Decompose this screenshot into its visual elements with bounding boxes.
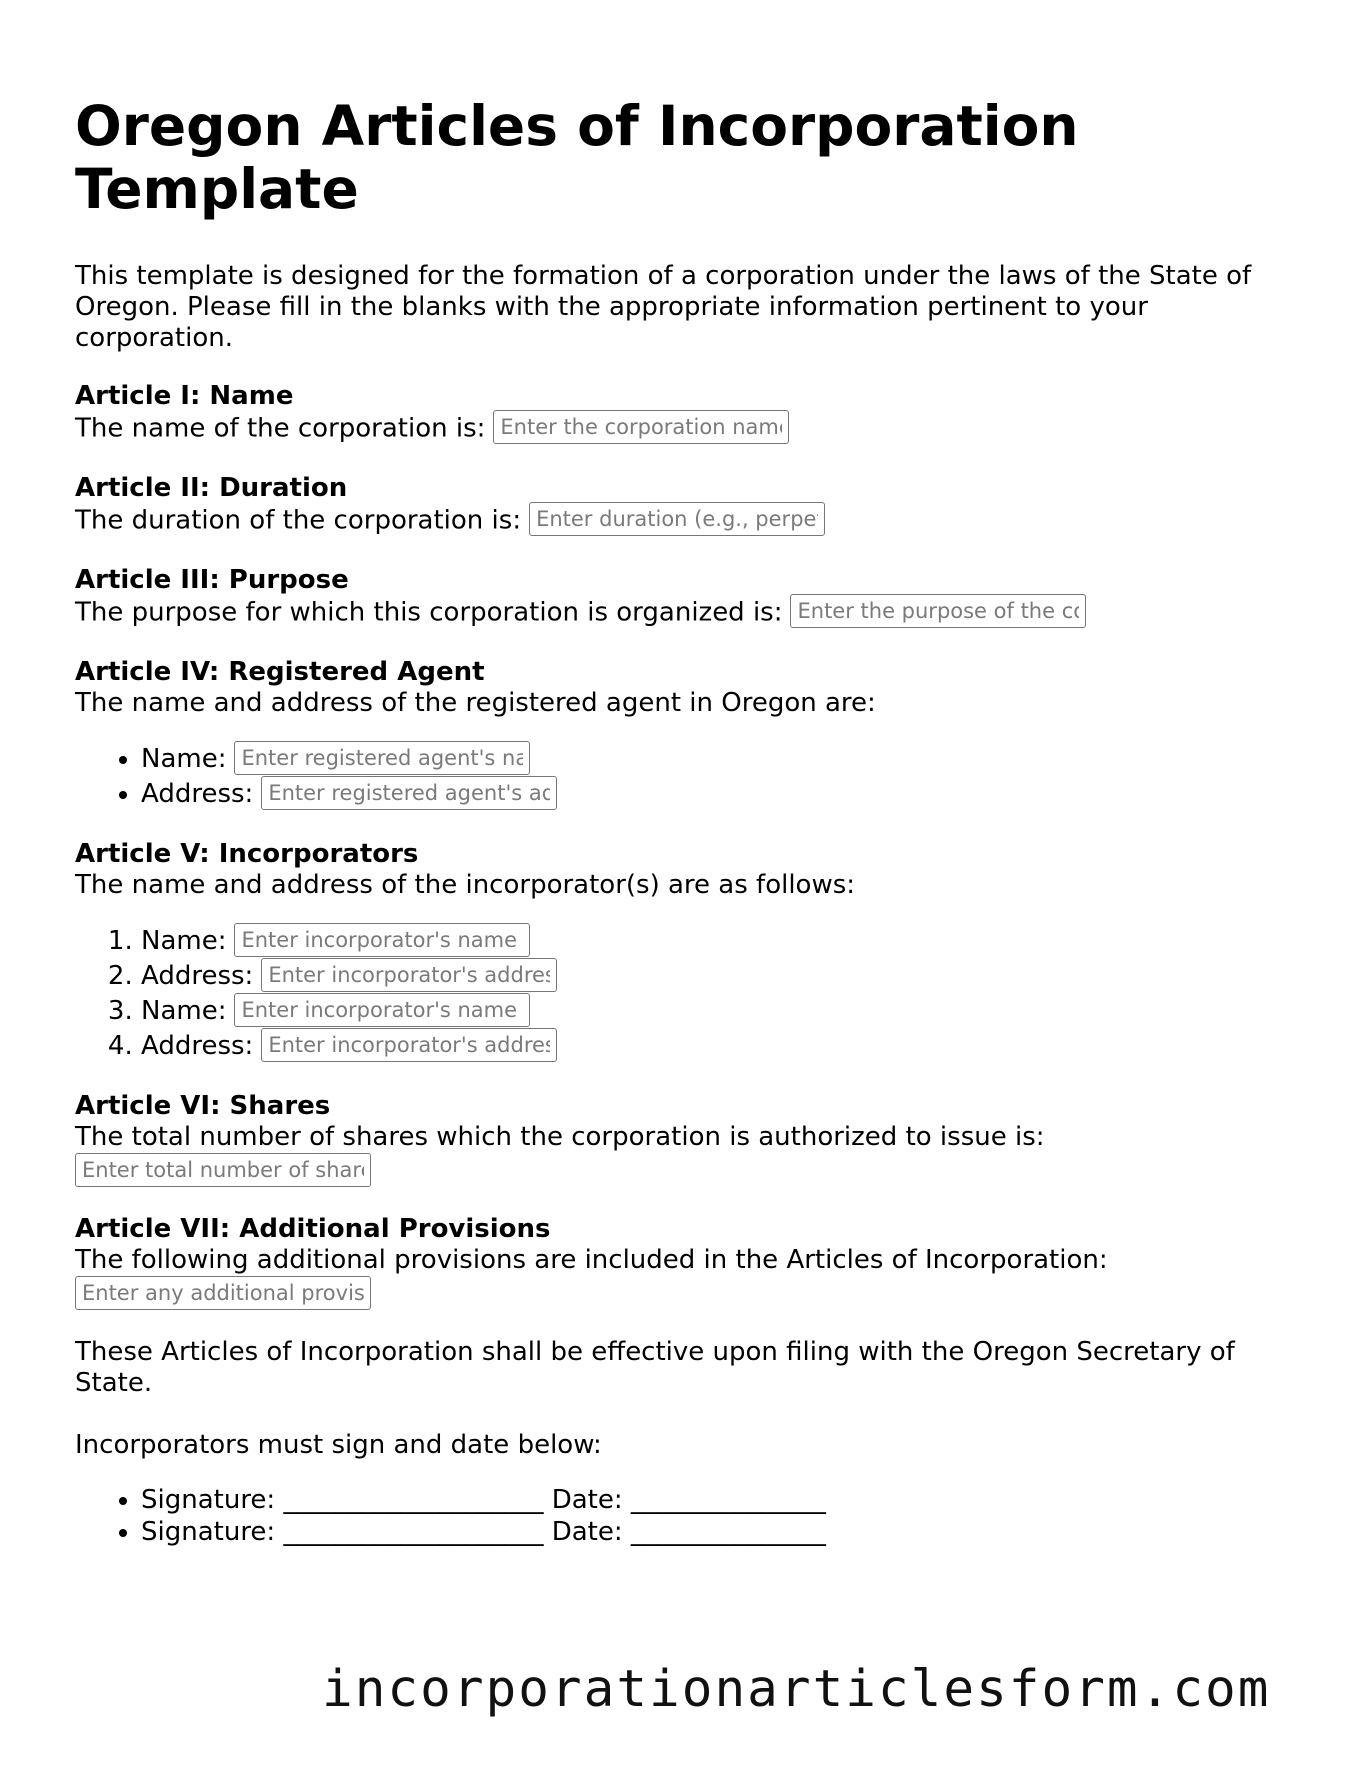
incorporator-address-input[interactable] xyxy=(261,958,557,992)
list-item xyxy=(141,1029,1305,1064)
article-text: The name and address of the registered agent in Oregon are: xyxy=(75,688,876,718)
article-text: The purpose for which this corporation is organized is: xyxy=(75,597,783,628)
shares-input[interactable] xyxy=(75,1153,371,1187)
list-item xyxy=(141,777,1305,812)
page-title: Oregon Articles of Incorporation Template xyxy=(75,94,1079,221)
article-incorporators xyxy=(75,839,1305,1064)
article-purpose xyxy=(75,565,1305,630)
article-heading: Article VII: Additional Provisions xyxy=(75,1214,551,1244)
article-heading: Article II: Duration xyxy=(75,473,348,503)
signature-line: • Signature: ____________________ Date: _______________ xyxy=(141,1484,1305,1516)
field-label: Address: xyxy=(141,779,254,809)
incorporator-name-input[interactable] xyxy=(234,993,530,1027)
corporation-name-input[interactable] xyxy=(493,410,789,444)
article-name xyxy=(75,381,1305,446)
field-label: Name: xyxy=(141,744,227,774)
field-label: Address: xyxy=(141,961,254,991)
article-heading: Article VI: Shares xyxy=(75,1091,331,1121)
signature-list xyxy=(75,1484,1305,1548)
article-text-line xyxy=(75,504,1305,538)
purpose-input[interactable] xyxy=(790,594,1086,628)
article-heading: Article V: Incorporators xyxy=(75,839,419,869)
article-text-line xyxy=(75,412,1305,446)
incorporator-name-input[interactable] xyxy=(234,923,530,957)
field-label: Address: xyxy=(141,1031,254,1061)
sign-instruction: Incorporators must sign and date below: xyxy=(75,1430,602,1460)
duration-input[interactable] xyxy=(529,502,825,536)
signature-line: • Signature: ____________________ Date: _______________ xyxy=(141,1516,1305,1548)
article-shares xyxy=(75,1091,1305,1187)
article-heading: Article I: Name xyxy=(75,381,294,411)
article-text-line xyxy=(75,596,1305,630)
registered-agent-list xyxy=(75,742,1305,812)
article-text: The following additional provisions are included in the Articles of Incorporation: xyxy=(75,1245,1108,1275)
article-text: The name of the corporation is: xyxy=(75,413,486,444)
field-label: Name: xyxy=(141,996,227,1026)
effective-statement: These Articles of Incorporation shall be effective upon filing with the Oregon Secretary of State. xyxy=(75,1337,1235,1398)
agent-address-input[interactable] xyxy=(261,776,557,810)
article-additional-provisions xyxy=(75,1214,1305,1310)
list-item xyxy=(141,994,1305,1029)
article-registered-agent xyxy=(75,657,1305,812)
article-heading: Article IV: Registered Agent xyxy=(75,657,485,687)
article-heading: Article III: Purpose xyxy=(75,565,349,595)
intro-paragraph: This template is designed for the formation of a corporation under the laws of the State of Oregon. Please fill in the blanks with the appropriate information pertinent to your corporation. xyxy=(75,261,1252,353)
list-item xyxy=(141,924,1305,959)
article-text: The total number of shares which the corporation is authorized to issue is: xyxy=(75,1122,1045,1152)
incorporators-list xyxy=(75,924,1305,1064)
article-duration xyxy=(75,473,1305,538)
document-page xyxy=(75,95,1305,1548)
list-item xyxy=(141,959,1305,994)
article-text: The duration of the corporation is: xyxy=(75,505,522,536)
article-text: The name and address of the incorporator(s) are as follows: xyxy=(75,870,856,900)
field-label: Name: xyxy=(141,926,227,956)
incorporator-address-input[interactable] xyxy=(261,1028,557,1062)
list-item xyxy=(141,742,1305,777)
footer-watermark: incorporationarticlesform.com xyxy=(322,1660,1271,1719)
additional-provisions-input[interactable] xyxy=(75,1276,371,1310)
agent-name-input[interactable] xyxy=(234,741,530,775)
